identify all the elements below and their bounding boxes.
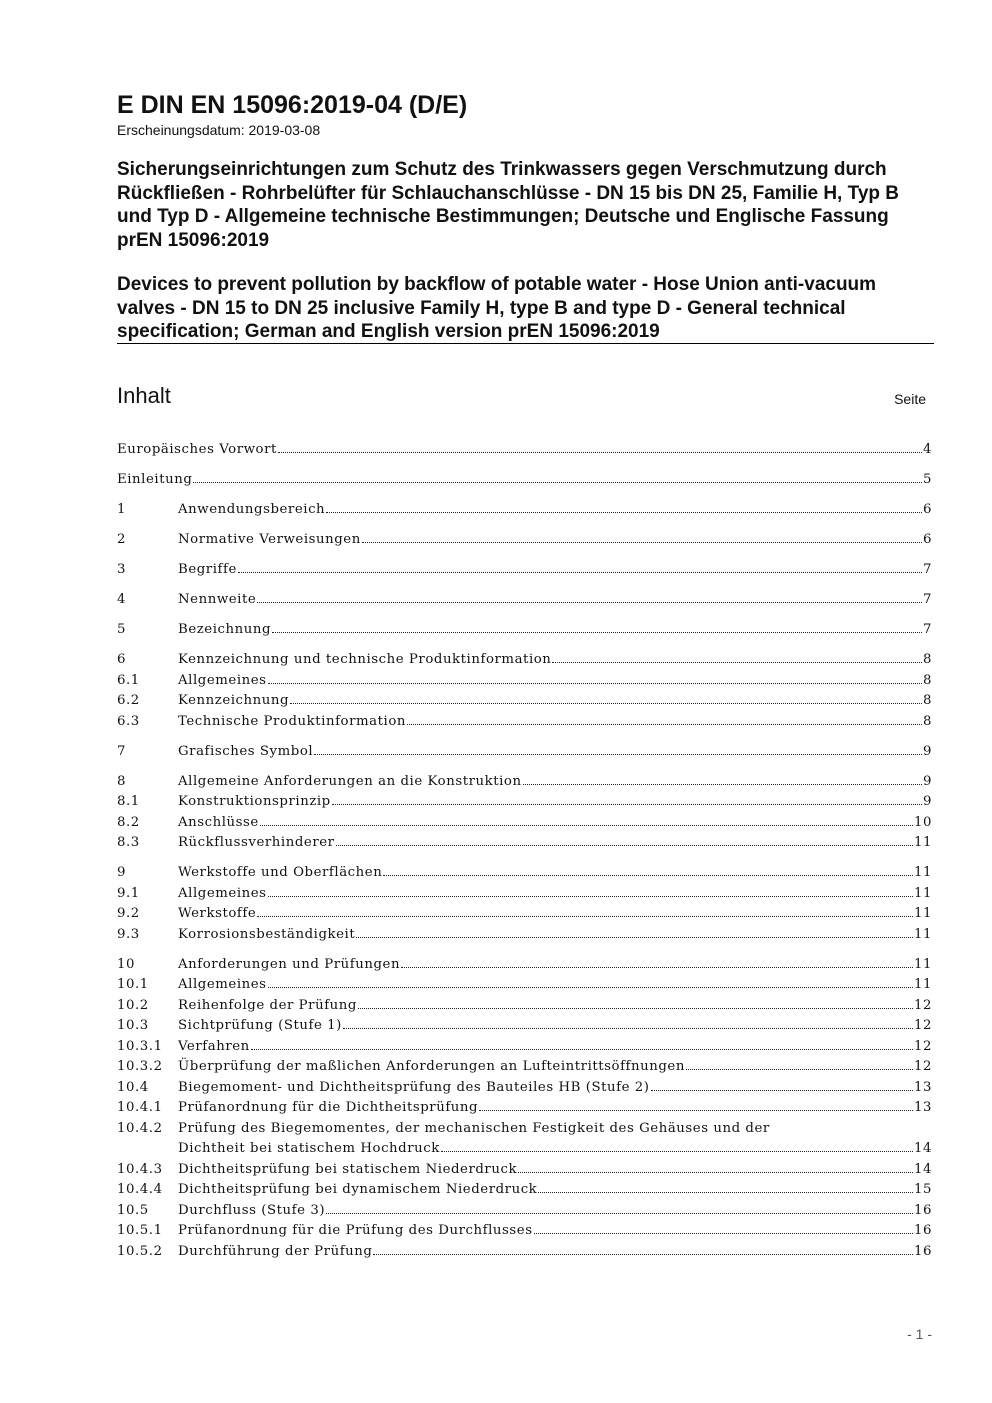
toc-entry-number: 3 [117,562,127,577]
toc-entry-title: Anschlüsse [178,814,259,830]
toc-entry-page: 14 [913,1141,932,1156]
toc-entry-title: Anforderungen und Prüfungen [178,956,401,972]
toc-page-column-label: Seite [894,391,926,407]
toc-entry[interactable] [117,590,932,611]
toc-entry-number: 9.3 [117,926,140,942]
toc-entry-title: Grafisches Symbol [178,743,314,759]
toc-entry-number: 4 [117,592,127,607]
toc-leader-dots [407,724,922,725]
toc-entry-title: Kennzeichnung [178,693,290,708]
toc-entry-page: 8 [922,672,932,688]
toc-entry-number: 6.1 [117,672,140,688]
toc-leader-dots [523,784,922,785]
toc-leader-dots [552,662,922,663]
toc-leader-dots [268,896,913,897]
toc-entry-title: Prüfanordnung für die Prüfung des Durchflusses [178,1223,533,1238]
toc-entry-number: 10.4.2 [117,1120,163,1136]
toc-entry-title: Prüfung des Biegemomentes, der mechanischen Festigkeit des Gehäuses und der [178,1120,770,1136]
toc-entry-number: 10.3 [117,1018,149,1033]
toc-entry-page: 11 [913,956,932,972]
toc-leader-dots [238,572,922,573]
toc-leader-dots [326,512,922,513]
toc-heading: Inhalt [117,383,171,408]
title-german: Sicherungseinrichtungen zum Schutz des Trinkwassers gegen Verschmutzung durch Rückfließen - Rohrbelüfter für Schlauchanschlüsse - DN 15 bis DN 25, Familie H, Typ B und Typ D - Allgemeine technische Bestimmungen; Deutsche und Englische Fassung prEN 15096:2019 [117,159,899,251]
toc-entry-number: 8 [117,773,127,789]
toc-entry-page: 11 [913,926,932,942]
toc-entry-page: 7 [922,562,932,577]
toc-leader-dots [326,1213,913,1214]
toc-entry-page: 15 [913,1182,932,1197]
toc-entry[interactable] [117,1242,932,1263]
toc-entry-title: Bezeichnung [178,622,272,637]
toc-entry-title: Kennzeichnung und technische Produktinformation [178,652,552,667]
toc-entry-number: 10.4 [117,1079,149,1095]
toc-leader-dots [518,1172,913,1173]
toc-entry[interactable] [117,863,932,884]
toc-entry-title: Begriffe [178,562,237,577]
toc-entry-page: 11 [913,906,932,921]
toc-entry[interactable] [117,1119,932,1140]
toc-entry-page: 12 [913,997,932,1013]
toc-entry-title-continued: Dichtheit bei statischem Hochdruck [178,1141,440,1156]
publication-date: Erscheinungsdatum: 2019-03-08 [117,122,321,138]
toc-entry-page: 12 [913,1018,932,1033]
toc-leader-dots [272,632,922,633]
toc-entry-number: 10.2 [117,997,149,1013]
toc-entry-number: 9.1 [117,885,140,901]
toc-entry-number: 8.1 [117,794,140,809]
toc-entry[interactable] [117,712,932,733]
toc-entry-title: Einleitung [117,472,193,487]
toc-entry[interactable] [117,996,932,1017]
toc-leader-dots [373,1254,913,1255]
toc-entry[interactable] [117,470,932,491]
toc-entry-number: 10.5.1 [117,1223,163,1238]
toc-entry[interactable] [117,1180,932,1201]
table-of-contents [117,440,932,1262]
toc-entry-title: Europäisches Vorwort [117,442,277,457]
toc-entry[interactable] [117,500,932,521]
toc-entry-page: 14 [913,1161,932,1177]
toc-leader-dots [362,542,922,543]
toc-entry-page: 13 [913,1079,932,1095]
toc-entry-title: Dichtheitsprüfung bei dynamischem Niederdruck [178,1182,538,1197]
toc-entry-number: 10.1 [117,977,149,992]
toc-leader-dots [651,1090,913,1091]
page-number: - 1 - [907,1326,932,1342]
toc-leader-dots [260,825,913,826]
toc-entry-number: 5 [117,622,127,637]
title-divider [117,343,934,344]
toc-entry-page: 6 [922,532,932,547]
toc-entry-number: 9.2 [117,906,140,921]
toc-entry[interactable] [117,742,932,763]
toc-leader-dots [534,1233,913,1234]
toc-entry-page: 11 [913,977,932,992]
toc-entry-number: 10 [117,956,136,972]
toc-entry[interactable] [117,1016,932,1037]
toc-entry[interactable] [117,1201,932,1222]
toc-entry-title: Technische Produktinformation [178,713,406,729]
toc-leader-dots [251,1049,913,1050]
toc-leader-dots [479,1110,913,1111]
toc-entry-title: Allgemeines [178,885,267,901]
toc-entry-number: 10.3.1 [117,1038,163,1054]
toc-entry[interactable] [117,650,932,671]
toc-leader-dots [278,452,922,453]
toc-entry-title: Prüfanordnung für die Dichtheitsprüfung [178,1100,479,1115]
toc-entry[interactable] [117,955,932,976]
toc-entry-title: Konstruktionsprinzip [178,794,331,809]
toc-entry-page: 11 [913,835,932,850]
toc-entry[interactable] [117,1057,932,1078]
toc-entry-number: 6 [117,652,127,667]
toc-entry[interactable] [117,925,932,946]
toc-entry-title: Korrosionsbeständigkeit [178,926,356,942]
toc-leader-dots [538,1192,913,1193]
toc-leader-dots [441,1151,913,1152]
toc-leader-dots [332,804,922,805]
toc-entry-number: 10.4.1 [117,1100,163,1115]
toc-entry-page: 7 [922,622,932,637]
toc-leader-dots [290,703,922,704]
toc-entry-page: 9 [922,743,932,759]
toc-entry[interactable] [117,620,932,641]
toc-entry-title: Allgemeines [178,672,267,688]
toc-leader-dots [356,937,913,938]
toc-entry[interactable] [117,813,932,834]
toc-entry-number: 8.3 [117,835,140,850]
toc-entry-title: Werkstoffe und Oberflächen [178,865,383,880]
toc-entry-page: 12 [913,1038,932,1054]
toc-entry-page: 10 [913,814,932,830]
toc-entry-page: 4 [922,442,932,457]
toc-entry[interactable] [117,1098,932,1119]
toc-entry-title: Normative Verweisungen [178,532,361,547]
toc-entry-title: Anwendungsbereich [178,502,326,517]
toc-entry-page: 6 [922,502,932,517]
toc-entry-page: 16 [913,1243,932,1259]
toc-entry-page: 16 [913,1202,932,1218]
toc-entry[interactable] [117,440,932,461]
toc-entry-page: 11 [913,885,932,901]
toc-leader-dots [257,602,922,603]
toc-entry[interactable] [117,1037,932,1058]
toc-entry-title: Rückflussverhinderer [178,835,335,850]
toc-entry-number: 2 [117,532,127,547]
toc-leader-dots [257,916,913,917]
toc-leader-dots [343,1028,913,1029]
toc-entry-page: 16 [913,1223,932,1238]
toc-entry-title: Durchfluss (Stufe 3) [178,1202,326,1218]
document-id: E DIN EN 15096:2019-04 (D/E) [117,91,468,119]
toc-entry-title: Sichtprüfung (Stufe 1) [178,1018,342,1033]
toc-leader-dots [401,967,913,968]
toc-leader-dots [314,754,922,755]
toc-entry-title: Verfahren [178,1038,250,1054]
toc-entry[interactable] [117,1221,932,1242]
toc-entry-number: 10.5 [117,1202,149,1218]
toc-leader-dots [268,987,913,988]
toc-entry-number: 10.4.3 [117,1161,163,1177]
toc-leader-dots [383,875,913,876]
toc-entry[interactable] [117,975,932,996]
toc-leader-dots [193,482,922,483]
toc-entry[interactable] [117,772,932,793]
toc-entry-page: 7 [922,592,932,607]
toc-entry-page: 9 [922,773,932,789]
toc-entry[interactable] [117,691,932,712]
toc-entry-title: Werkstoffe [178,906,257,921]
toc-entry[interactable] [117,904,932,925]
toc-entry-number: 10.4.4 [117,1182,163,1197]
toc-entry-page: 8 [922,713,932,729]
toc-entry-title: Allgemeine Anforderungen an die Konstruktion [178,773,522,789]
toc-entry-title: Überprüfung der maßlichen Anforderungen an Lufteintrittsöffnungen [178,1059,685,1074]
toc-entry-page: 8 [922,693,932,708]
toc-entry-number: 8.2 [117,814,140,830]
toc-leader-dots [686,1069,913,1070]
toc-entry-page: 13 [913,1100,932,1115]
toc-entry-number: 6.2 [117,693,140,708]
title-english: Devices to prevent pollution by backflow of potable water - Hose Union anti-vacuum valves - DN 15 to DN 25 inclusive Family H, type B and type D - General technical specification; German and English version prEN 15096:2019 [117,274,877,342]
toc-entry[interactable] [117,792,932,813]
toc-entry[interactable] [117,560,932,581]
toc-entry-title: Nennweite [178,592,257,607]
toc-entry-title: Durchführung der Prüfung [178,1243,373,1259]
toc-entry-title: Biegemoment- und Dichtheitsprüfung des Bauteiles HB (Stufe 2) [178,1079,650,1095]
toc-entry-number: 7 [117,743,127,759]
toc-entry[interactable] [117,833,932,854]
toc-entry-title: Dichtheitsprüfung bei statischem Niederdruck [178,1161,518,1177]
toc-entry[interactable] [117,530,932,551]
toc-entry-number: 6.3 [117,713,140,729]
toc-entry-page: 12 [913,1059,932,1074]
toc-entry-title: Allgemeines [178,977,267,992]
toc-leader-dots [358,1008,913,1009]
toc-entry-number: 10.5.2 [117,1243,163,1259]
toc-entry-page: 8 [922,652,932,667]
toc-entry-page: 5 [922,472,932,487]
toc-entry-number: 1 [117,502,127,517]
toc-entry[interactable] [117,1078,932,1099]
toc-entry[interactable] [117,1160,932,1181]
toc-entry-number: 9 [117,865,127,880]
toc-entry[interactable] [117,884,932,905]
toc-entry-number: 10.3.2 [117,1059,163,1074]
toc-entry-title: Reihenfolge der Prüfung [178,997,357,1013]
toc-entry-continuation[interactable] [117,1139,932,1160]
toc-leader-dots [336,845,913,846]
toc-entry[interactable] [117,671,932,692]
toc-entry-page: 11 [913,865,932,880]
toc-entry-page: 9 [922,794,932,809]
toc-leader-dots [268,683,922,684]
